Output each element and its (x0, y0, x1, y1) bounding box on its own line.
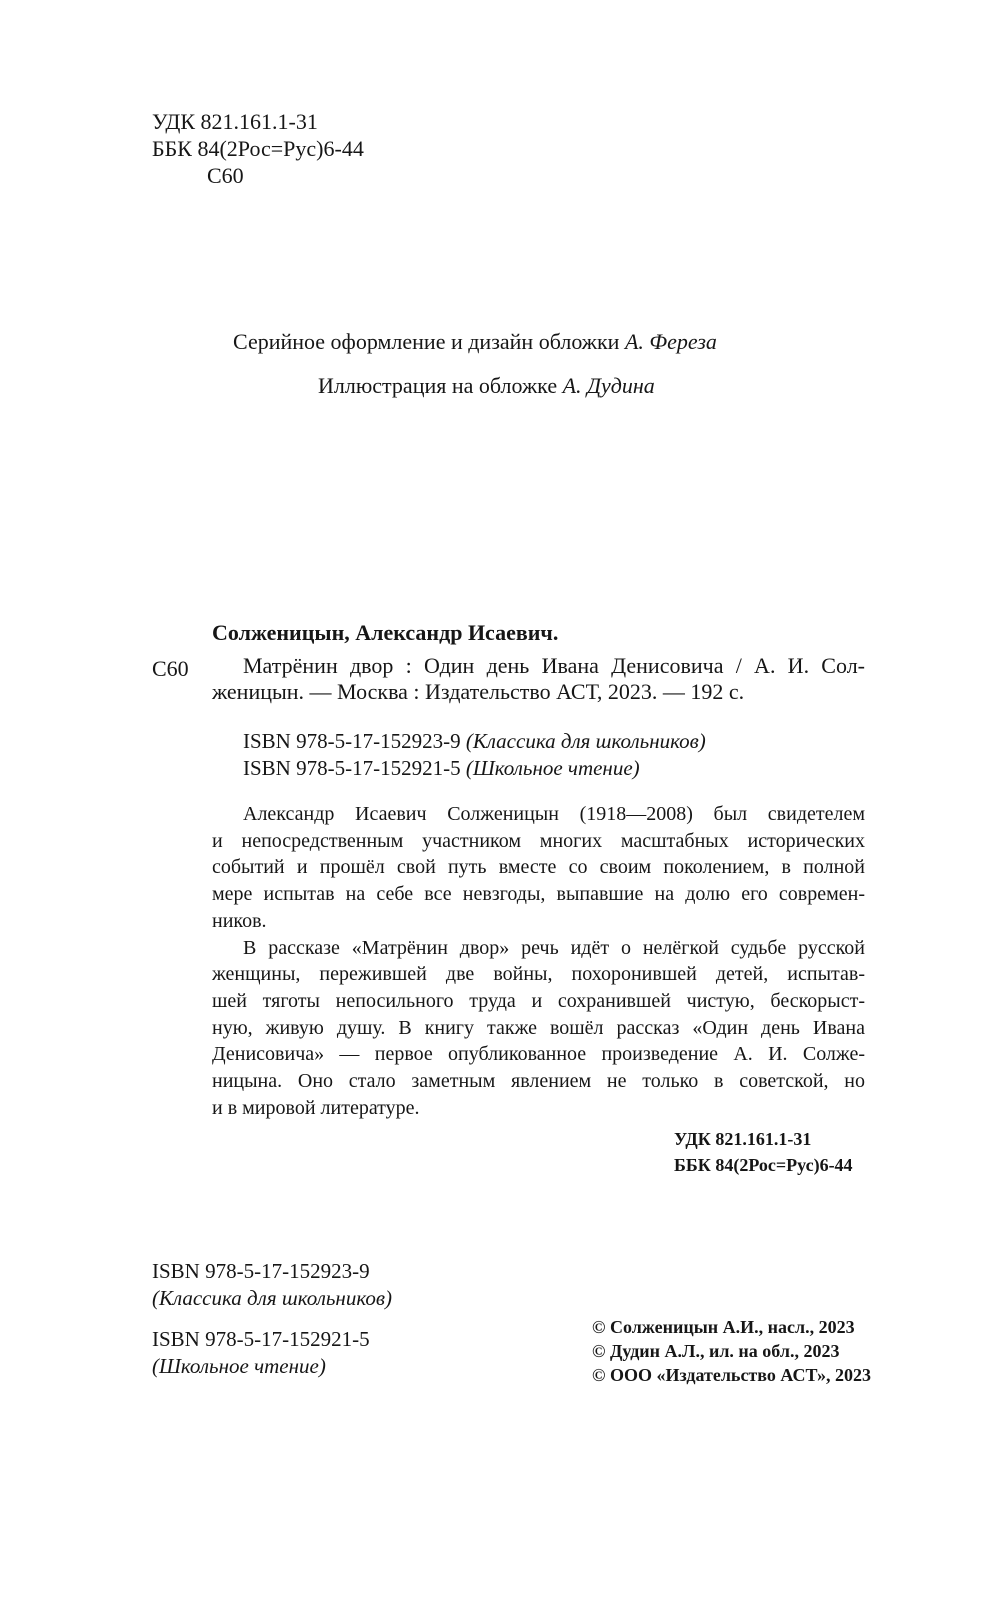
bottom-isbn-1: ISBN 978-5-17-152923-9 (152, 1259, 370, 1283)
annotation-line: женщины, пережившей две войны, похоронившей детей, испытав- (212, 963, 865, 986)
annotation-line: Александр Исаевич Солженицын (1918—2008) был свидетелем (243, 803, 865, 825)
illustration-credit (318, 373, 655, 399)
annotation-line: Денисовича» — первое опубликованное произведение А. И. Солже- (212, 1043, 865, 1066)
copyright-line: © ООО «Издательство АСТ», 2023 (592, 1365, 872, 1385)
title-line-1: Матрёнин двор : Один день Ивана Денисовича / А. И. Сол- (243, 653, 865, 678)
classification-block (674, 1126, 853, 1178)
top-index-block (152, 108, 364, 189)
isbn-1: ISBN 978-5-17-152923-9 (243, 729, 466, 753)
illustration-credit-text: Иллюстрация на обложке (318, 373, 563, 398)
bottom-series-2: (Школьное чтение) (152, 1354, 326, 1378)
annotation-paragraph-2 (212, 935, 865, 1122)
top-author-sign: С60 (207, 163, 244, 188)
top-bbk: ББК 84(2Рос=Рус)6-44 (152, 136, 364, 161)
annotation-line: ников. (212, 909, 267, 932)
copyright-line: © Дудин А.Л., ил. на обл., 2023 (592, 1341, 840, 1361)
annotation (212, 801, 865, 1121)
classification-udk: УДК 821.161.1-31 (674, 1129, 812, 1149)
isbn-2: ISBN 978-5-17-152921-5 (243, 756, 466, 780)
title-line-2: женицын. — Москва : Издательство АСТ, 2023. — 192 с. (212, 679, 745, 704)
annotation-line: ницына. Оно стало заметным явлением не только в советской, но (212, 1070, 865, 1093)
isbn-1-series: (Классика для школьников) (465, 729, 706, 753)
annotation-line: мере испытав на себе все невзгоды, выпавшие на долю его современ- (212, 883, 865, 906)
bottom-isbn-block (152, 1258, 392, 1380)
bibliographic-isbn-block (243, 728, 706, 782)
annotation-line: шей тяготы непосильного труда и сохранившей чистую, бескорыст- (212, 989, 865, 1012)
annotation-line: В рассказе «Матрёнин двор» речь идёт о нелёгкой судьбе русской (243, 936, 865, 959)
top-udk: УДК 821.161.1-31 (152, 109, 318, 134)
design-credit (233, 329, 717, 355)
design-credit-name: А. Фереза (624, 329, 717, 354)
author-heading: Солженицын, Александр Исаевич. (212, 620, 559, 645)
annotation-line: и в мировой литературе. (212, 1096, 420, 1119)
annotation-line: ную, живую душу. В книгу также вошёл рассказ «Один день Ивана (212, 1016, 865, 1039)
isbn-line-2 (243, 755, 706, 782)
bibliographic-author-sign: С60 (152, 656, 189, 681)
isbn-line-1 (243, 728, 706, 755)
classification-bbk: ББК 84(2Рос=Рус)6-44 (674, 1155, 853, 1175)
isbn-2-series: (Школьное чтение) (465, 756, 640, 780)
illustration-credit-name: А. Дудина (562, 373, 655, 398)
annotation-line: событий и прошёл свой путь вместе со своим поколением, в полной (212, 856, 865, 879)
copyright-line: © Солженицын А.И., насл., 2023 (592, 1317, 855, 1337)
annotation-paragraph-1 (212, 801, 865, 935)
copyright-block (592, 1315, 871, 1387)
annotation-line: и непосредственным участником многих масштабных исторических (212, 829, 865, 852)
bottom-series-1: (Классика для школьников) (152, 1286, 392, 1310)
bottom-isbn-2: ISBN 978-5-17-152921-5 (152, 1327, 370, 1351)
design-credit-text: Серийное оформление и дизайн обложки (233, 329, 625, 354)
